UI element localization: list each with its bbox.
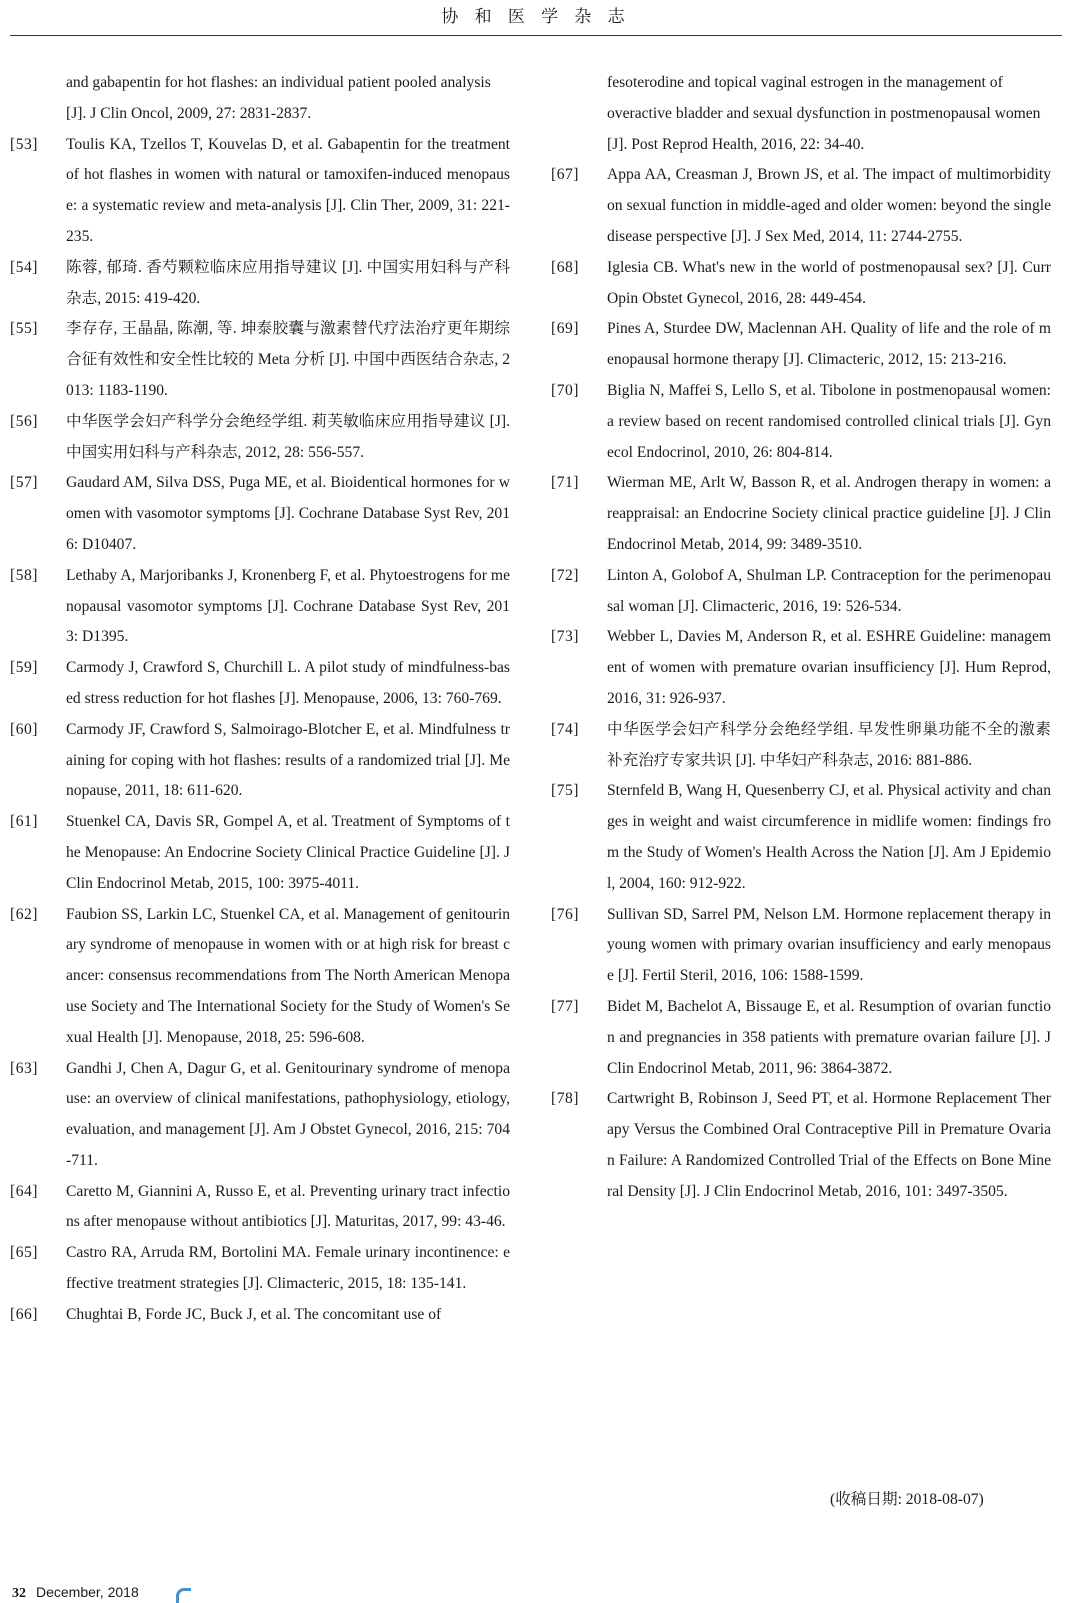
reference-text: Gaudard AM, Silva DSS, Puga ME, et al. Bioidentical hormones for women with vasomotor symptoms [J]. Cochrane Database Syst Rev, 2016: D10407. <box>66 474 510 553</box>
reference-text: 中华医学会妇产科学分会绝经学组. 莉芙敏临床应用指导建议 [J]. 中国实用妇科与产科杂志, 2012, 28: 556-557. <box>66 412 510 461</box>
reference-77 <box>551 992 1051 1084</box>
reference-53 <box>10 130 510 253</box>
reference-73 <box>551 622 1051 714</box>
reference-text: Pines A, Sturdee DW, Maclennan AH. Quality of life and the role of menopausal hormone therapy [J]. Climacteric, 2012, 15: 213-216. <box>607 320 1051 369</box>
right-reference-list <box>551 160 1051 1207</box>
reference-text: Carmody JF, Crawford S, Salmoirago-Blotcher E, et al. Mindfulness training for coping with hot flashes: results of a randomized trial [J]. Menopause, 2011, 18: 611-620. <box>66 720 510 800</box>
reference-number: [53] <box>10 135 38 153</box>
reference-number: [74] <box>551 720 579 738</box>
reference-number: [61] <box>10 813 38 831</box>
reference-number: [66] <box>10 1305 38 1323</box>
reference-63 <box>10 1054 510 1177</box>
reference-number: [78] <box>551 1090 579 1108</box>
reference-69 <box>551 314 1051 376</box>
right-continuation: fesoterodine and topical vaginal estrogen in the management of overactive bladder and sexual dysfunction in postmenopausal women [J]. Post Reprod Health, 2016, 22: 34-40. <box>607 74 1041 153</box>
reference-number: [73] <box>551 628 579 646</box>
reference-text: Webber L, Davies M, Anderson R, et al. ESHRE Guideline: management of women with premature ovarian insufficiency [J]. Hum Reprod, 2016, 31: 926-937. <box>607 628 1051 707</box>
reference-60 <box>10 715 510 807</box>
left-column <box>10 68 510 1331</box>
reference-56 <box>10 407 510 469</box>
reference-number: [55] <box>10 320 38 338</box>
reference-number: [64] <box>10 1182 38 1200</box>
reference-text: 李存存, 王晶晶, 陈潮, 等. 坤泰胶囊与激素替代疗法治疗更年期综合征有效性和安全性比较的 Meta 分析 [J]. 中国中西医结合杂志, 2013: 1183-1190. <box>66 320 510 399</box>
reference-number: [70] <box>551 381 579 399</box>
reference-number: [67] <box>551 166 579 184</box>
reference-number: [54] <box>10 258 38 276</box>
reference-text: Caretto M, Giannini A, Russo E, et al. Preventing urinary tract infections after menopause without antibiotics [J]. Maturitas, 2017, 99: 43-46. <box>66 1182 510 1231</box>
reference-61 <box>10 807 510 899</box>
header-divider <box>10 35 1062 36</box>
reference-text: Bidet M, Bachelot A, Bissauge E, et al. Resumption of ovarian function and pregnancies in 358 patients with premature ovarian failure [J]. J Clin Endocrinol Metab, 2011, 96: 3864-3872. <box>607 997 1051 1077</box>
reference-number: [75] <box>551 782 579 800</box>
reference-text: Sullivan SD, Sarrel PM, Nelson LM. Hormone replacement therapy in young women with primary ovarian insufficiency and early menopause [J]. Fertil Steril, 2016, 106: 1588-1599. <box>607 905 1051 985</box>
reference-text: Carmody J, Crawford S, Churchill L. A pilot study of mindfulness-based stress reduction for hot flashes [J]. Menopause, 2006, 13: 760-769. <box>66 659 510 707</box>
reference-text: Toulis KA, Tzellos T, Kouvelas D, et al. Gabapentin for the treatment of hot flashes in women with natural or tamoxifen-induced menopause: a systematic review and meta-analysis [J]. Clin Ther, 2009, 31: 221-235. <box>66 135 510 245</box>
reference-number: [62] <box>10 905 38 923</box>
reference-text: Wierman ME, Arlt W, Basson R, et al. Androgen therapy in women: a reappraisal: an Endocrine Society clinical practice guideline [J]. J Clin Endocrinol Metab, 2014, 99: 3489-3510. <box>607 474 1051 553</box>
page-footer <box>12 1583 139 1603</box>
reference-76 <box>551 900 1051 992</box>
reference-59 <box>10 653 510 715</box>
reference-text: Faubion SS, Larkin LC, Stuenkel CA, et al. Management of genitourinary syndrome of menopause in women with or at high risk for breast cancer: consensus recommendations from The North American Menopause Society and The International Society for the Study of Women's Sexual Health [J]. Menopause, 2018, 25: 596-608. <box>66 905 510 1046</box>
reference-text: Sternfeld B, Wang H, Quesenberry CJ, et al. Physical activity and changes in weight and waist circumference in midlife women: findings from the Study of Women's Health Across the Nation [J]. Am J Epidemiol, 2004, 160: 912-922. <box>607 782 1051 892</box>
reference-72 <box>551 561 1051 623</box>
reference-68 <box>551 253 1051 315</box>
reference-64 <box>10 1177 510 1239</box>
reference-number: [76] <box>551 905 579 923</box>
reference-text: Chughtai B, Forde JC, Buck J, et al. The concomitant use of <box>66 1305 442 1323</box>
reference-number: [69] <box>551 320 579 338</box>
reference-text: Appa AA, Creasman J, Brown JS, et al. The impact of multimorbidity on sexual function in middle-aged and older women: beyond the single disease perspective [J]. J Sex Med, 2014, 11: 2744-2755. <box>607 166 1051 245</box>
page-number: 32 <box>12 1586 26 1601</box>
left-reference-list <box>10 130 510 1331</box>
reference-number: [58] <box>10 566 38 584</box>
reference-number: [71] <box>551 474 579 492</box>
left-continuation: and gabapentin for hot flashes: an individual patient pooled analysis [J]. J Clin Oncol, 2009, 27: 2831-2837. <box>66 74 491 122</box>
reference-71 <box>551 468 1051 560</box>
reference-number: [63] <box>10 1059 38 1077</box>
reference-text: Iglesia CB. What's new in the world of postmenopausal sex? [J]. Curr Opin Obstet Gynecol, 2016, 28: 449-454. <box>607 258 1051 307</box>
reference-number: [68] <box>551 258 579 276</box>
reference-text: Castro RA, Arruda RM, Bortolini MA. Female urinary incontinence: effective treatment strategies [J]. Climacteric, 2015, 18: 135-141. <box>66 1244 510 1293</box>
reference-55 <box>10 314 510 406</box>
reference-65 <box>10 1238 510 1300</box>
reference-number: [65] <box>10 1244 38 1262</box>
reference-number: [77] <box>551 997 579 1015</box>
reference-text: 中华医学会妇产科学分会绝经学组. 早发性卵巢功能不全的激素补充治疗专家共识 [J]. 中华妇产科杂志, 2016: 881-886. <box>607 720 1051 769</box>
reference-text: Biglia N, Maffei S, Lello S, et al. Tibolone in postmenopausal women: a review based on recent randomised controlled clinical trials [J]. Gynecol Endocrinol, 2010, 26: 804-814. <box>607 381 1051 461</box>
reference-78 <box>551 1084 1051 1207</box>
reference-54 <box>10 253 510 315</box>
reference-number: [57] <box>10 474 38 492</box>
reference-number: [60] <box>10 720 38 738</box>
reference-text: Cartwright B, Robinson J, Seed PT, et al. Hormone Replacement Therapy Versus the Combined Oral Contraceptive Pill in Premature Ovarian Failure: A Randomized Controlled Trial of the Effects on Bone Mineral Density [J]. J Clin Endocrinol Metab, 2016, 101: 3497-3505. <box>607 1090 1051 1200</box>
reference-62 <box>10 900 510 1054</box>
reference-67 <box>551 160 1051 252</box>
reference-70 <box>551 376 1051 468</box>
reference-number: [59] <box>10 659 38 677</box>
reference-74 <box>551 715 1051 777</box>
journal-header: 协 和 医 学 杂 志 <box>441 7 631 26</box>
footer-swoosh-icon <box>176 1588 191 1603</box>
received-date: (收稿日期: 2018-08-07) <box>830 1491 984 1508</box>
reference-number: [72] <box>551 566 579 584</box>
reference-text: Gandhi J, Chen A, Dagur G, et al. Genitourinary syndrome of menopause: an overview of clinical manifestations, pathophysiology, etiology, evaluation, and management [J]. Am J Obstet Gynecol, 2016, 215: 704-711. <box>66 1059 510 1169</box>
reference-text: Lethaby A, Marjoribanks J, Kronenberg F, et al. Phytoestrogens for menopausal vasomotor symptoms [J]. Cochrane Database Syst Rev, 2013: D1395. <box>66 566 510 646</box>
reference-66 <box>10 1300 510 1331</box>
reference-text: Stuenkel CA, Davis SR, Gompel A, et al. Treatment of Symptoms of the Menopause: An Endocrine Society Clinical Practice Guideline [J]. J Clin Endocrinol Metab, 2015, 100: 3975-4011. <box>66 813 510 892</box>
reference-text: 陈蓉, 郁琦. 香芍颗粒临床应用指导建议 [J]. 中国实用妇科与产科杂志, 2015: 419-420. <box>66 258 510 307</box>
reference-number: [56] <box>10 412 38 430</box>
reference-57 <box>10 468 510 560</box>
reference-text: Linton A, Golobof A, Shulman LP. Contraception for the perimenopausal woman [J]. Climacteric, 2016, 19: 526-534. <box>607 566 1051 615</box>
reference-58 <box>10 561 510 653</box>
right-column <box>551 68 1051 1207</box>
reference-75 <box>551 776 1051 899</box>
issue-date: December, 2018 <box>36 1584 139 1600</box>
